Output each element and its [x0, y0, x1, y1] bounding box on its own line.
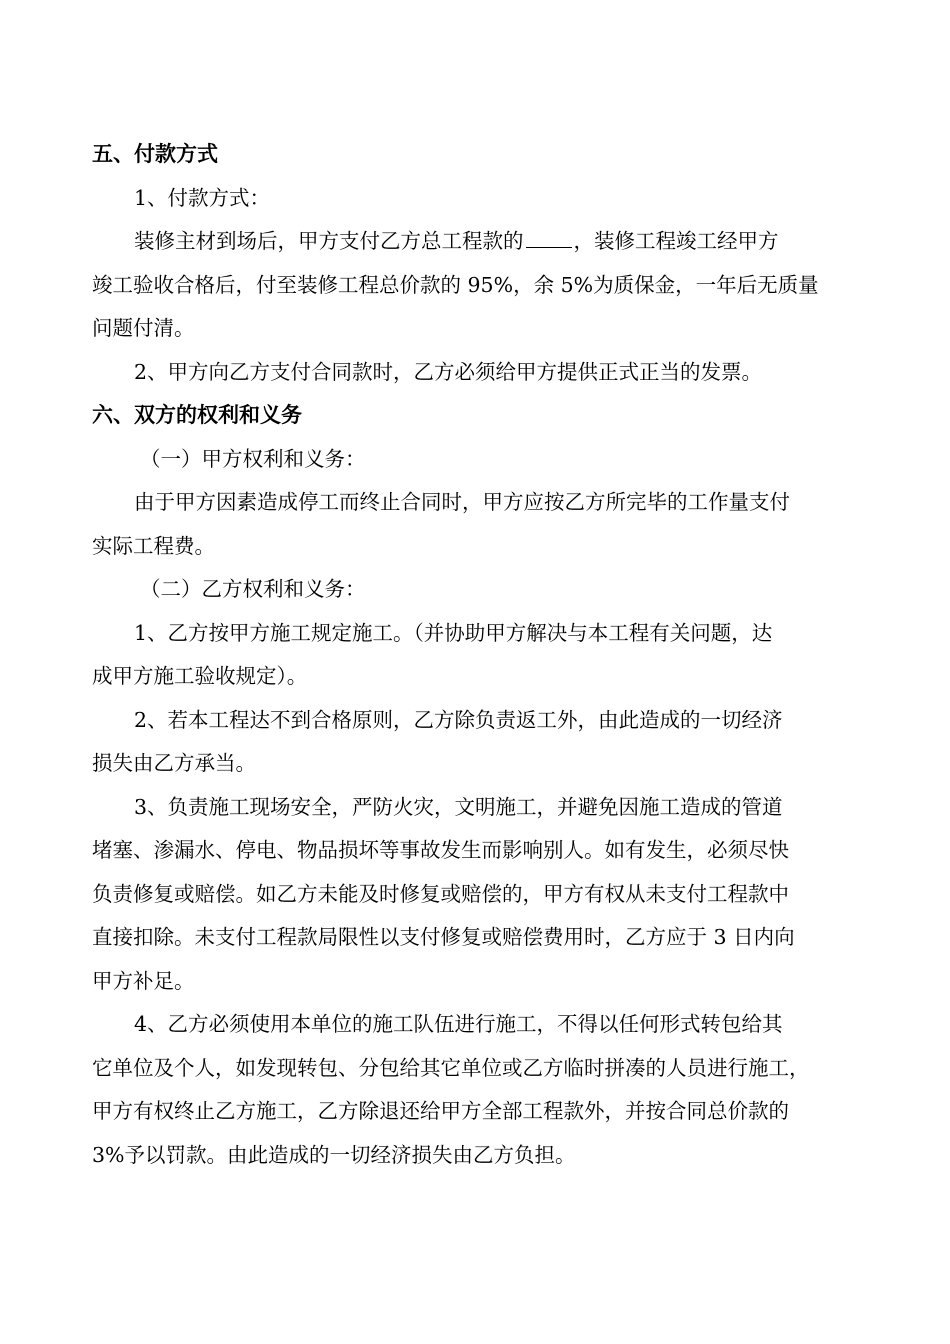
- paragraph-party-a-title: [92, 438, 862, 482]
- document-page: [92, 133, 862, 1177]
- paragraph-party-a-duty: [92, 481, 862, 568]
- party-b-item-1-line-2: 成甲方施工验收规定）。: [92, 664, 308, 688]
- payment-percent-blank: [526, 227, 572, 248]
- payment-text-b: ，装修工程竣工经甲方: [573, 229, 779, 253]
- party-b-item-3-line-4: 直接扣除。未支付工程款局限性以支付修复或赔偿费用时，乙方应于 3 日内向: [92, 925, 795, 949]
- payment-line-2: 竣工验收合格后，付至装修工程总价款的 95%，余 5%为质保金，一年后无质量: [92, 272, 819, 297]
- paragraph-payment-method: [92, 220, 862, 351]
- party-b-item-2-line-1: 2、若本工程达不到合格原则，乙方除负责返工外，由此造成的一切经济: [134, 707, 783, 732]
- payment-line-3: 问题付清。: [92, 316, 195, 340]
- party-b-item-4-line-3: 甲方有权终止乙方施工，乙方除退还给甲方全部工程款外，并按合同总价款的: [92, 1099, 789, 1123]
- invoice-line: 2、甲方向乙方支付合同款时，乙方必须给甲方提供正式正当的发票。: [134, 359, 763, 384]
- payment-line-1: [92, 220, 862, 264]
- party-a-line-2: 实际工程费。: [92, 533, 215, 558]
- party-b-title: （二）乙方权利和义务：: [140, 577, 366, 601]
- section-heading-payment: 五、付款方式: [92, 142, 218, 166]
- paragraph-party-b-item-3: [92, 786, 862, 1004]
- party-b-item-4-line-2: 它单位及个人，如发现转包、分包给其它单位或乙方临时拼凑的人员进行施工，: [92, 1055, 810, 1080]
- section-heading-rights: 六、双方的权利和义务: [92, 403, 302, 427]
- party-b-item-2-line-2: 损失由乙方承当。: [92, 751, 256, 775]
- party-b-item-3-line-1: 3、负责施工现场安全，严防火灾，文明施工，并避免因施工造成的管道: [134, 794, 783, 819]
- payment-text-a: 装修主材到场后，甲方支付乙方总工程款的: [134, 229, 524, 253]
- payment-method-title: 1、付款方式：: [134, 185, 271, 210]
- paragraph-payment-method-title: [92, 177, 862, 221]
- party-b-item-1-line-1: 1、乙方按甲方施工规定施工。（并协助甲方解决与本工程有关问题，达: [134, 620, 773, 645]
- party-b-item-3-line-5: 甲方补足。: [92, 968, 195, 993]
- party-b-item-4-line-1: 4、乙方必须使用本单位的施工队伍进行施工，不得以任何形式转包给其: [134, 1012, 783, 1036]
- party-b-item-3-line-2: 堵塞、渗漏水、停电、物品损坏等事故发生而影响别人。如有发生，必须尽快: [92, 838, 789, 862]
- paragraph-party-b-item-4: [92, 1003, 862, 1177]
- paragraph-party-b-item-2: [92, 699, 862, 786]
- party-b-item-4-line-4: 3%予以罚款。由此造成的一切经济损失由乙方负担。: [92, 1142, 576, 1167]
- party-a-line-1: 由于甲方因素造成停工而终止合同时，甲方应按乙方所完毕的工作量支付: [134, 490, 790, 514]
- party-b-item-3-line-3: 负责修复或赔偿。如乙方未能及时修复或赔偿的，甲方有权从未支付工程款中: [92, 881, 789, 906]
- paragraph-invoice: [92, 351, 862, 395]
- paragraph-party-b-title: [92, 568, 862, 612]
- paragraph-party-b-item-1: [92, 612, 862, 699]
- party-a-title: （一）甲方权利和义务：: [140, 446, 366, 471]
